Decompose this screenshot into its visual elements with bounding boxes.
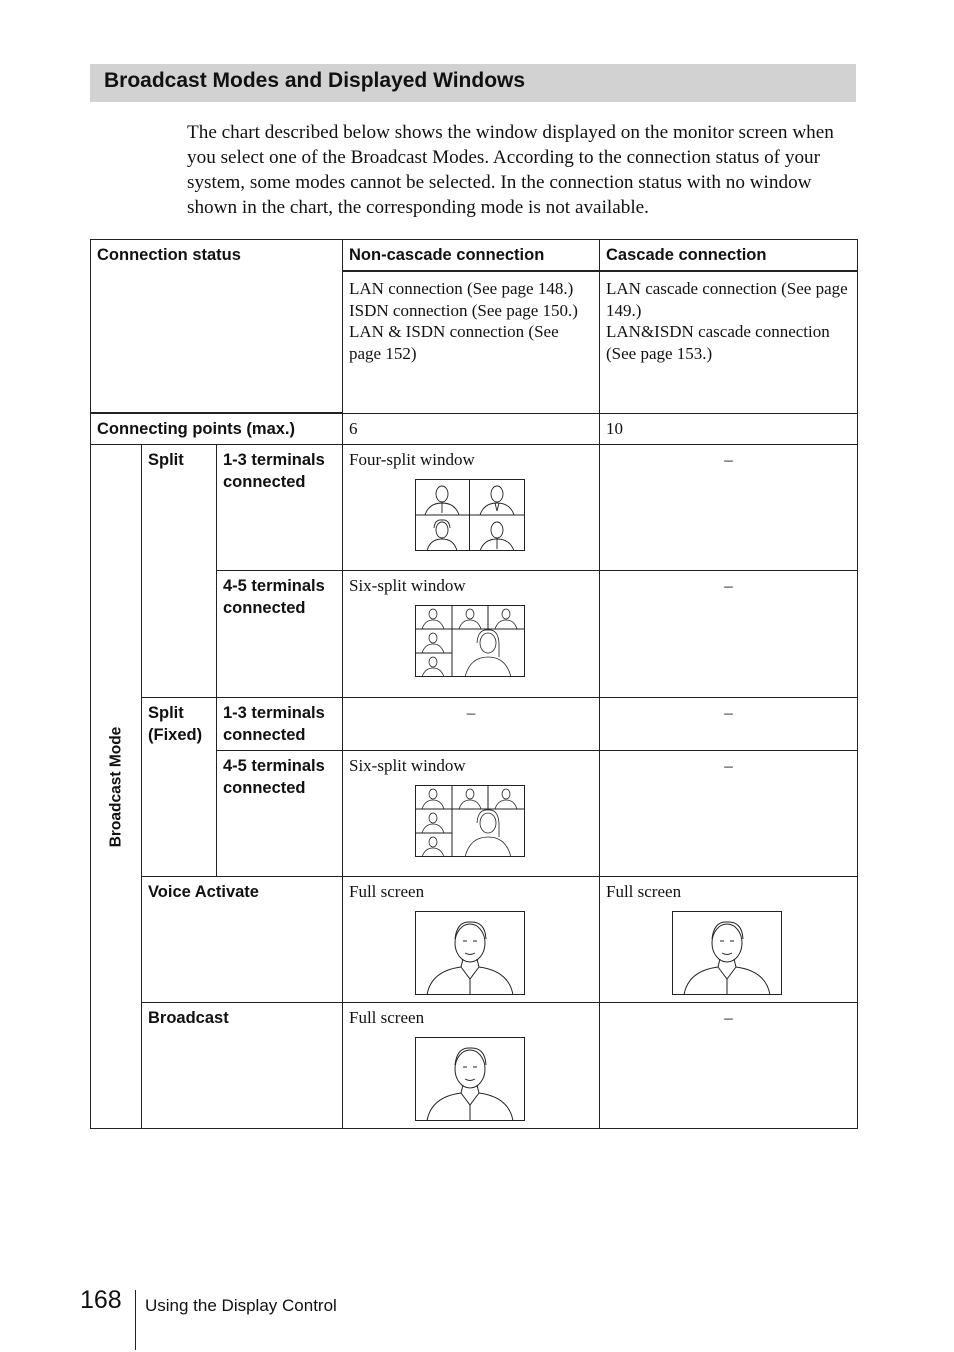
cascade-window-cell: –	[600, 751, 858, 877]
table-header-row	[91, 240, 858, 272]
connection-type-item: ISDN connection (See page 150.)	[349, 300, 578, 320]
cascade-window-cell: –	[600, 571, 858, 698]
connecting-points-row	[91, 413, 858, 445]
window-label: Full screen	[349, 1008, 425, 1027]
non-cascade-window-cell: –	[343, 698, 600, 751]
terminals-label: 1-3 terminals connected	[217, 445, 343, 571]
non-cascade-window-cell	[343, 571, 600, 698]
terminals-label: 4-5 terminals connected	[217, 571, 343, 698]
terminals-label: 4-5 terminals connected	[217, 751, 343, 877]
cascade-window-cell	[600, 877, 858, 1003]
window-label: Full screen	[606, 882, 682, 901]
full-screen-image	[415, 911, 525, 995]
window-label: Full screen	[349, 882, 425, 901]
broadcast-modes-table	[90, 239, 858, 1129]
cascade-types-cell	[600, 271, 858, 413]
non-cascade-window-cell	[343, 751, 600, 877]
connection-type-item: LAN & ISDN connection (See page 152)	[349, 322, 559, 363]
non-cascade-types-cell	[343, 271, 600, 413]
mode-row	[91, 1003, 858, 1129]
mode-row	[91, 445, 858, 571]
connection-type-item: LAN connection (See page 148.)	[349, 279, 574, 298]
page-number: 168	[80, 1286, 122, 1314]
non-cascade-points: 6	[343, 413, 600, 445]
broadcast-mode-label-cell	[91, 445, 142, 1129]
intro-paragraph: The chart described below shows the window displayed on the monitor screen when you select one of the Broadcast Modes. According to the connection status of your system, some modes cannot be selected. In the connection status with no window shown in the chart, the corresponding mode is not available.	[187, 122, 834, 218]
window-label: Six-split window	[349, 576, 466, 595]
footer-divider	[135, 1290, 136, 1350]
non-cascade-window-cell	[343, 1003, 600, 1129]
section-header-bar	[90, 64, 856, 102]
mode-row	[91, 877, 858, 1003]
cascade-window-cell: –	[600, 698, 858, 751]
footer-section-title: Using the Display Control	[145, 1296, 337, 1315]
mode-split-fixed: Split (Fixed)	[142, 698, 217, 877]
connection-status-header: Connection status	[91, 240, 343, 414]
mode-broadcast: Broadcast	[142, 1003, 343, 1129]
full-screen-image	[672, 911, 782, 995]
cascade-window-cell: –	[600, 1003, 858, 1129]
six-split-window-image	[415, 605, 525, 677]
cascade-points: 10	[600, 413, 858, 445]
connection-type-item: LAN&ISDN cascade connection (See page 153.)	[606, 322, 830, 363]
broadcast-mode-label: Broadcast Mode	[107, 726, 125, 847]
full-screen-image	[415, 1037, 525, 1121]
non-cascade-window-cell	[343, 877, 600, 1003]
four-split-window-image	[415, 479, 525, 551]
connecting-points-label: Connecting points (max.)	[91, 413, 343, 445]
six-split-window-image	[415, 785, 525, 857]
mode-split: Split	[142, 445, 217, 698]
terminals-label: 1-3 terminals connected	[217, 698, 343, 751]
mode-row	[91, 698, 858, 751]
non-cascade-window-cell	[343, 445, 600, 571]
window-label: Six-split window	[349, 756, 466, 775]
section-title: Broadcast Modes and Displayed Windows	[104, 69, 526, 92]
window-label: Four-split window	[349, 450, 475, 469]
cascade-header: Cascade connection	[600, 240, 858, 272]
non-cascade-header: Non-cascade connection	[343, 240, 600, 272]
cascade-window-cell: –	[600, 445, 858, 571]
connection-type-item: LAN cascade connection (See page 149.)	[606, 279, 848, 320]
mode-voice-activate: Voice Activate	[142, 877, 343, 1003]
